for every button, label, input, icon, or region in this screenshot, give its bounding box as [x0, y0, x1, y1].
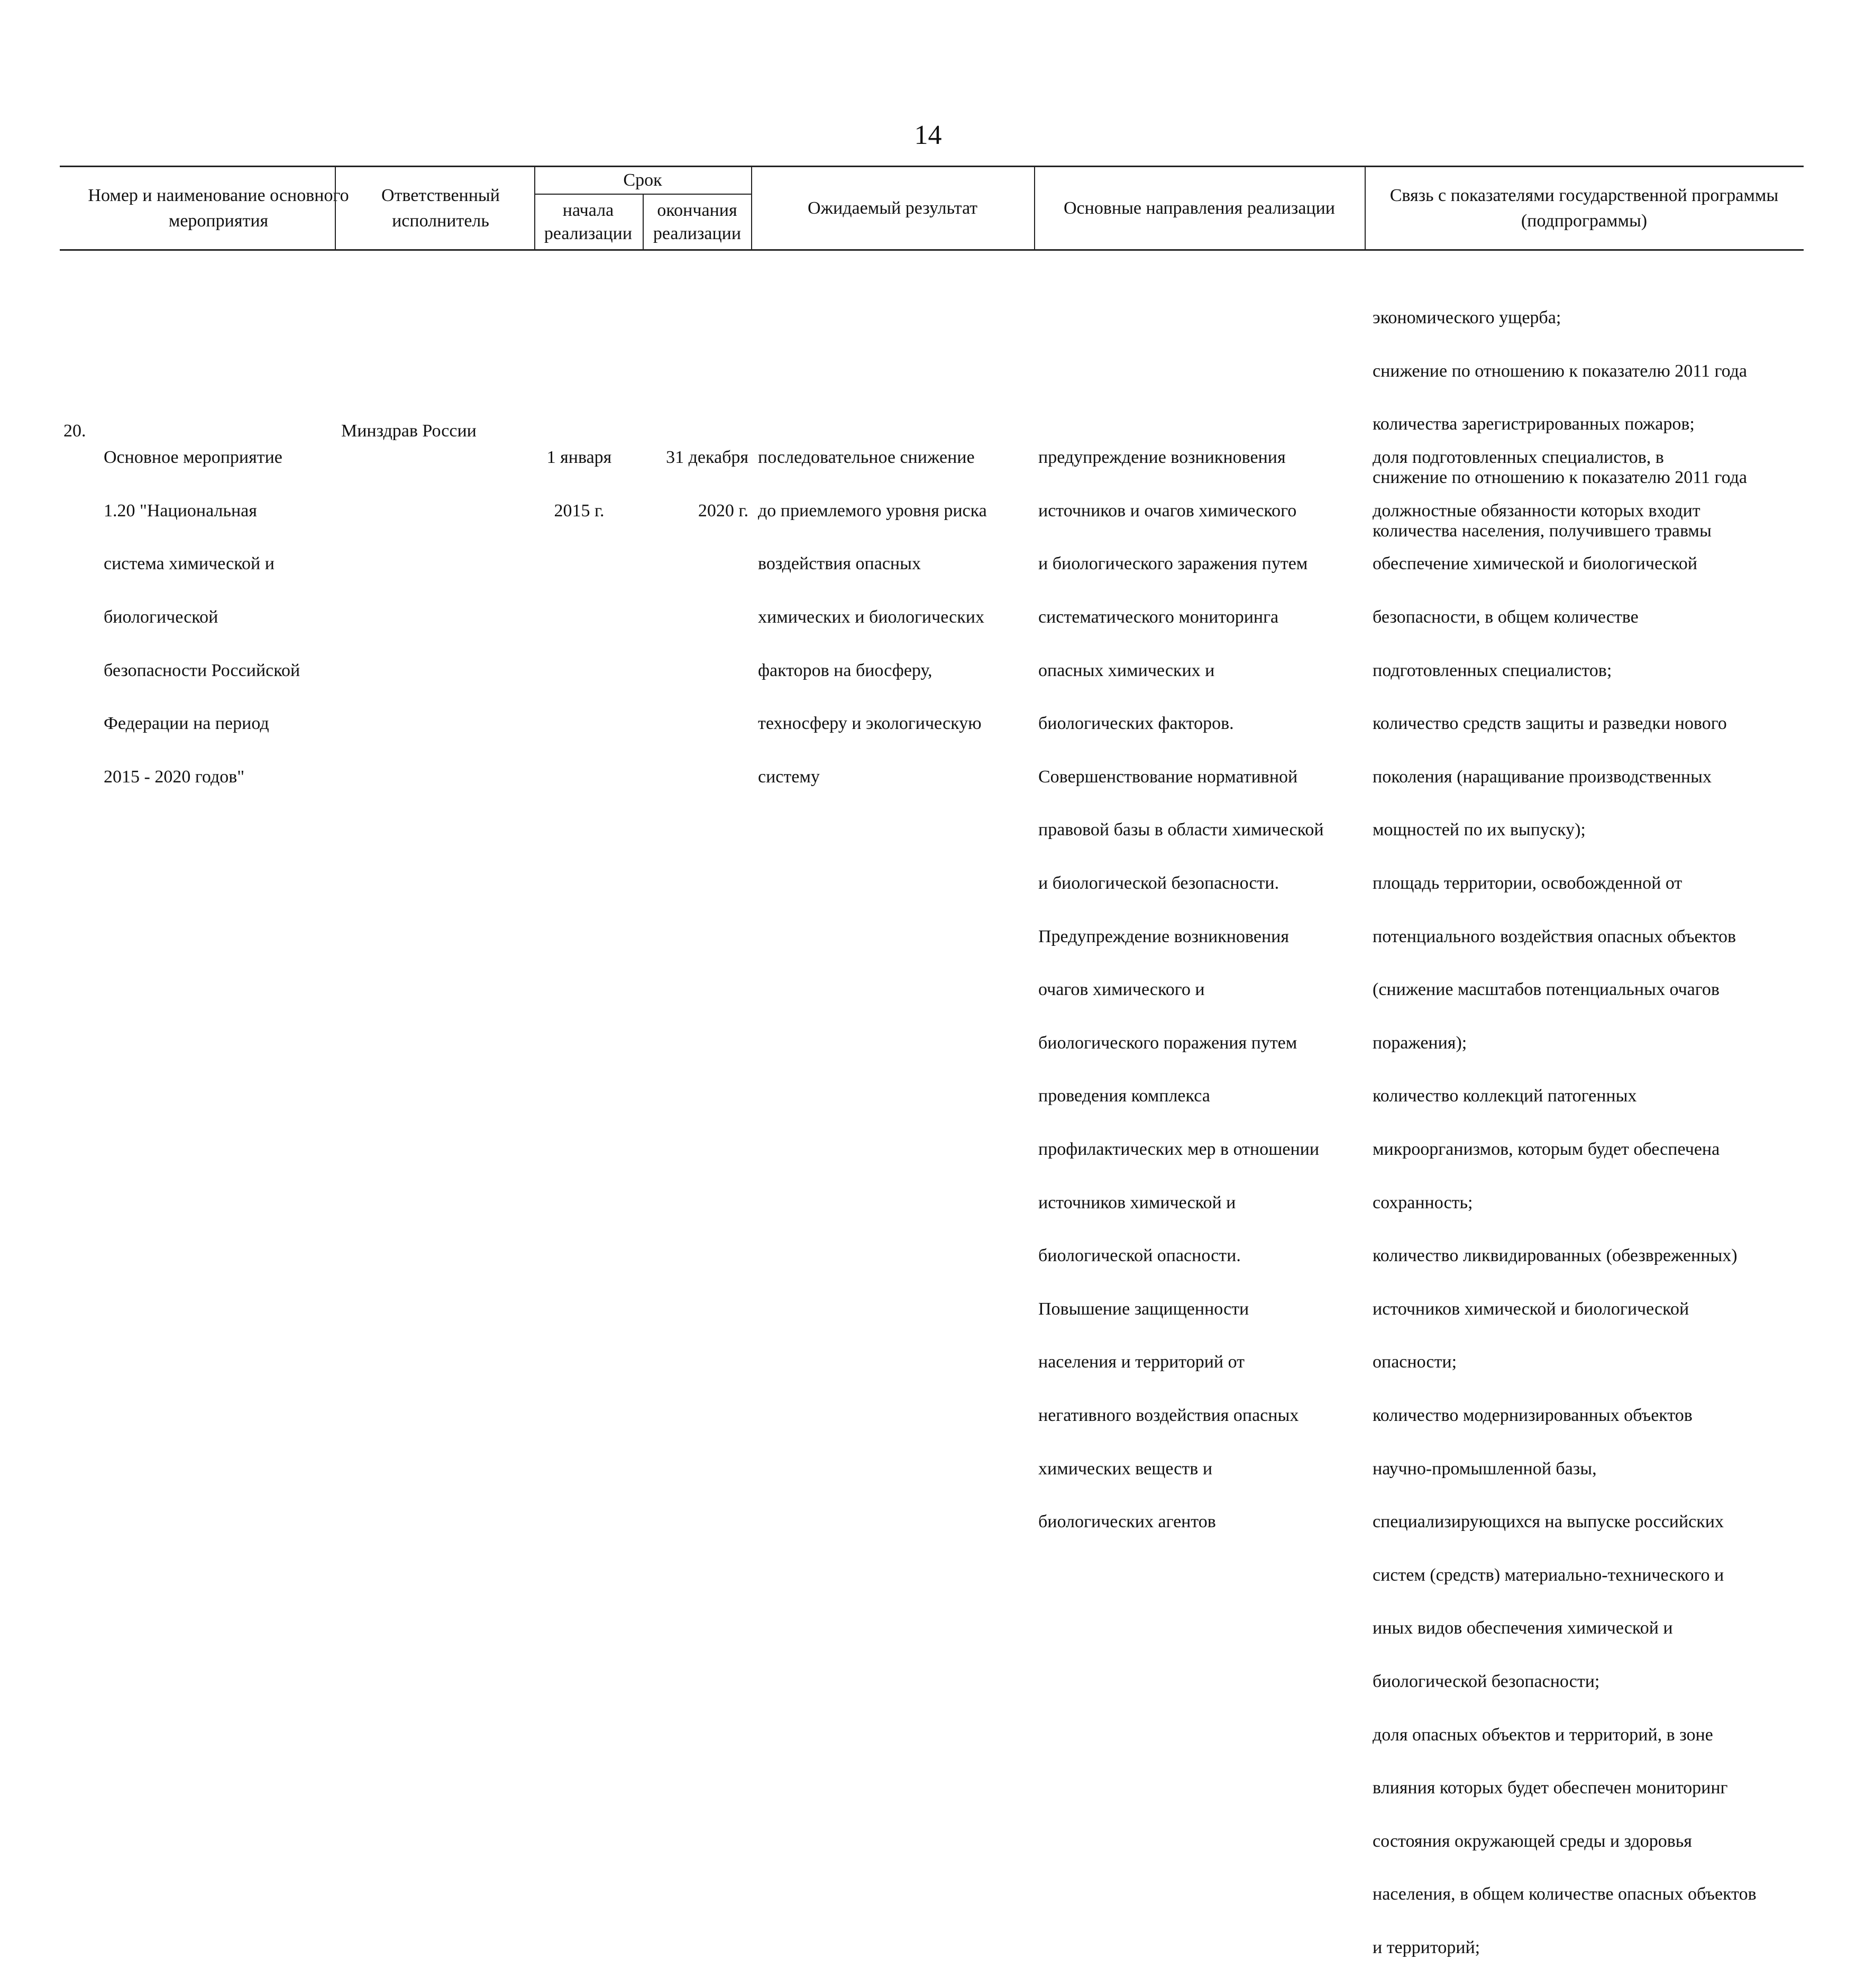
text-line: систематического мониторинга — [1038, 607, 1279, 627]
header-divider — [643, 195, 644, 249]
text-line: химических и биологических — [758, 607, 984, 627]
text-line: Федерации на период — [104, 714, 269, 734]
text-line: иных видов обеспечения химической и — [1373, 1618, 1673, 1638]
text-line: опасности; — [1373, 1352, 1457, 1372]
text-line: населения, в общем количестве опасных объектов — [1373, 1884, 1757, 1904]
header-col-end: окончания реализации — [653, 200, 742, 243]
header-col-executor: Ответственный исполнитель — [381, 185, 500, 231]
row-number: 20. — [63, 421, 86, 441]
text-line: безопасности, в общем количестве — [1373, 607, 1639, 627]
text-line: биологического поражения путем — [1038, 1033, 1297, 1053]
text-line: снижение по отношению к показателю 2011 года — [1373, 468, 1747, 488]
text-line: 1 января — [546, 448, 612, 468]
row-executor: Минздрав России — [341, 421, 477, 441]
text-line: источников и очагов химического — [1038, 500, 1297, 521]
text-line: биологических агентов — [1038, 1512, 1216, 1532]
text-line: негативного воздействия опасных — [1038, 1405, 1299, 1425]
text-line: биологической опасности. — [1038, 1246, 1241, 1266]
text-line: воздействия опасных — [758, 554, 921, 574]
header-col-start: начала реализации — [544, 200, 633, 243]
text-line: научно-промышленной базы, — [1373, 1458, 1597, 1479]
text-line: (снижение масштабов потенциальных очагов — [1373, 980, 1720, 1000]
text-line: доля подготовленных специалистов, в — [1373, 448, 1664, 468]
text-line: 2015 - 2020 годов" — [104, 767, 245, 787]
text-line: биологической безопасности; — [1373, 1671, 1600, 1691]
text-line: 31 декабря — [666, 448, 748, 468]
text-line: сохранность; — [1373, 1192, 1473, 1212]
text-line: количество средств защиты и разведки нового — [1373, 714, 1727, 734]
text-line: безопасности Российской — [104, 660, 300, 680]
text-line: систем (средств) материально-технического и — [1373, 1565, 1724, 1585]
header-col-term: Срок — [623, 170, 662, 190]
text-line: количество модернизированных объектов — [1373, 1405, 1693, 1425]
text-line: микроорганизмов, которым будет обеспечена — [1373, 1139, 1720, 1160]
text-line: техносферу и экологическую — [758, 714, 982, 734]
text-line: и территорий; — [1373, 1937, 1480, 1957]
text-line: поколения (наращивание производственных — [1373, 767, 1712, 787]
text-line: состояния окружающей среды и здоровья — [1373, 1831, 1692, 1851]
text-line: опасных химических и — [1038, 660, 1215, 680]
text-line: очагов химического и — [1038, 980, 1205, 1000]
text-line: и биологической безопасности. — [1038, 873, 1279, 893]
text-line: снижение по отношению к показателю 2011 года — [1373, 361, 1747, 381]
text-line: профилактических мер в отношении — [1038, 1139, 1320, 1160]
header-col-indicators: Связь с показателями государственной программы (подпрограммы) — [1389, 185, 1779, 231]
text-line: и биологического заражения путем — [1038, 554, 1308, 574]
row-end — [648, 418, 748, 551]
text-line: количество ликвидированных (обезвреженных) — [1373, 1246, 1738, 1266]
text-line: система химической и — [104, 554, 275, 574]
text-line: должностные обязанности которых входит — [1373, 500, 1700, 521]
text-line: специализирующихся на выпуске российских — [1373, 1512, 1724, 1532]
text-line: потенциального воздействия опасных объектов — [1373, 926, 1736, 946]
text-line: источников химической и биологической — [1373, 1299, 1689, 1319]
text-line: правовой базы в области химической — [1038, 820, 1324, 840]
text-line: Предупреждение возникновения — [1038, 926, 1289, 946]
text-line: факторов на биосферу, — [758, 660, 932, 680]
text-line: населения и территорий от — [1038, 1352, 1245, 1372]
text-line: мощностей по их выпуску); — [1373, 820, 1586, 840]
text-line: Совершенствование нормативной — [1038, 767, 1298, 787]
text-line: обеспечение химической и биологической — [1373, 554, 1697, 574]
text-line: 2015 г. — [554, 500, 605, 521]
row-result — [758, 418, 987, 817]
row-directions — [1038, 418, 1324, 1562]
text-line: поражения); — [1373, 1033, 1467, 1053]
text-line: последовательное снижение — [758, 448, 975, 468]
text-line: количества зарегистрированных пожаров; — [1373, 414, 1695, 434]
text-line: Основное мероприятие — [104, 448, 282, 468]
text-line: систему — [758, 767, 820, 787]
text-line: биологической — [104, 607, 218, 627]
text-line: доля опасных объектов и территорий, в зоне — [1373, 1725, 1713, 1745]
text-line: химических веществ и — [1038, 1458, 1213, 1479]
text-line: экономического ущерба; — [1373, 308, 1561, 328]
header-col-directions: Основные направления реализации — [1063, 198, 1335, 218]
row-name — [104, 418, 300, 817]
page-number: 14 — [914, 120, 942, 150]
text-line: до приемлемого уровня риска — [758, 500, 987, 521]
row-indicators — [1373, 418, 1757, 1988]
text-line: 2020 г. — [698, 500, 748, 521]
header-col-result: Ожидаемый результат — [807, 198, 978, 218]
header-divider — [335, 167, 336, 249]
text-line: площадь территории, освобожденной от — [1373, 873, 1683, 893]
row-start — [534, 418, 624, 551]
text-line: влияния которых будет обеспечен мониторинг — [1373, 1778, 1728, 1798]
text-line: предупреждение возникновения — [1038, 448, 1286, 468]
text-line: биологических факторов. — [1038, 714, 1234, 734]
text-line: 1.20 "Национальная — [104, 500, 257, 521]
text-line: проведения комплекса — [1038, 1086, 1210, 1106]
text-line: количества населения, получившего травмы — [1373, 521, 1712, 541]
text-line: Повышение защищенности — [1038, 1299, 1249, 1319]
header-col-name: Номер и наименование основного мероприятия — [88, 185, 349, 231]
text-line: количество коллекций патогенных — [1373, 1086, 1637, 1106]
text-line: подготовленных специалистов; — [1373, 660, 1612, 680]
text-line: источников химической и — [1038, 1192, 1236, 1212]
table-header — [60, 166, 1804, 251]
